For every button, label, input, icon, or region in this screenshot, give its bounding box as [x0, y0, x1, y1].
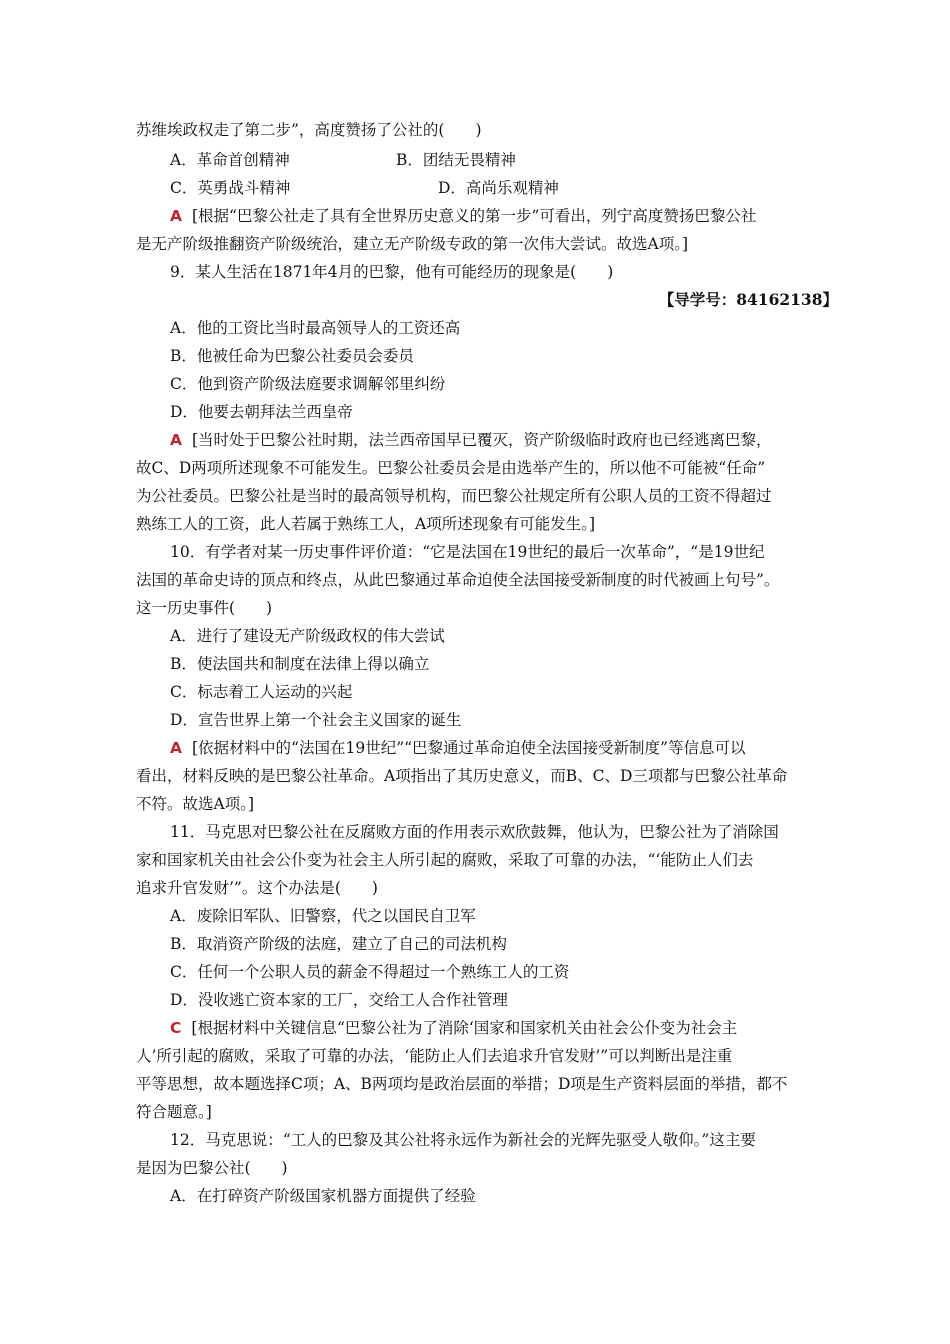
q11-stem-line-1: 11．马克思对巴黎公社在反腐败方面的作用表示欢欣鼓舞，他认为，巴黎公社为了消除国	[170, 823, 779, 841]
q12-stem-line-1: 12．马克思说：“工人的巴黎及其公社将永远作为新社会的光辉先驱受人敬仰。”这主要	[170, 1131, 756, 1149]
q10-stem-line-3: 这一历史事件( )	[136, 599, 273, 617]
q10-option-c: C．标志着工人运动的兴起	[170, 683, 353, 701]
q10-option-a: A．进行了建设无产阶级政权的伟大尝试	[170, 627, 445, 645]
q8-explanation-line-1	[170, 206, 836, 226]
q11-answer: C	[170, 1019, 182, 1037]
q10-stem-line-2: 法国的革命史诗的顶点和终点，从此巴黎通过革命迫使全法国接受新制度的时代被画上句号”。	[136, 571, 780, 589]
q8-explanation-line-2: 是无产阶级推翻资产阶级统治，建立无产阶级专政的第一次伟大尝试。故选A项。]	[136, 235, 688, 253]
q8-answer: A	[170, 207, 182, 225]
q8-stem-tail: 苏维埃政权走了第二步”，高度赞扬了公社的( )	[136, 121, 482, 139]
q9-option-d: D．他要去朝拜法兰西皇帝	[170, 403, 353, 421]
q12-stem-line-2: 是因为巴黎公社( )	[136, 1159, 288, 1177]
q9-guide-code: 【导学号：84162138】	[658, 290, 838, 309]
q8-option-d: D．高尚乐观精神	[438, 179, 559, 197]
q9-explanation-line-1	[170, 430, 870, 450]
q11-explanation-line-3: 平等思想，故本题选择C项；A、B两项均是政治层面的举措；D项是生产资料层面的举措，都不	[136, 1075, 788, 1093]
q11-explanation-line-2: 人’所引起的腐败，采取了可靠的办法，‘能防止人们去追求升官发财’”可以判断出是注重	[136, 1047, 733, 1065]
q10-explanation-line-1	[170, 738, 870, 758]
q9-explanation-line-4: 熟练工人的工资，此人若属于熟练工人，A项所述现象有可能发生。]	[136, 515, 595, 533]
q11-explanation-line-4: 符合题意。]	[136, 1103, 212, 1121]
q8-explain-text-1: [根据“巴黎公社走了具有全世界历史意义的第一步”可看出，列宁高度赞扬巴黎公社	[192, 207, 757, 225]
q9-option-a: A．他的工资比当时最高领导人的工资还高	[170, 319, 461, 337]
q10-stem-line-1: 10．有学者对某一历史事件评价道：“它是法国在19世纪的最后一次革命”，“是19世纪	[170, 543, 765, 561]
q9-explanation-line-2: 故C、D两项所述现象不可能发生。巴黎公社委员会是由选举产生的，所以他不可能被“任命”	[136, 459, 766, 477]
q10-explanation-line-3: 不符。故选A项。]	[136, 795, 254, 813]
q9-answer: A	[170, 431, 182, 449]
q10-option-b: B．使法国共和制度在法律上得以确立	[170, 655, 430, 673]
q9-stem: 9．某人生活在1871年4月的巴黎，他有可能经历的现象是( )	[170, 263, 614, 281]
q9-explanation-line-3: 为公社委员。巴黎公社是当时的最高领导机构，而巴黎公社规定所有公职人员的工资不得超过	[136, 487, 772, 505]
q10-option-d: D．宣告世界上第一个社会主义国家的诞生	[170, 711, 462, 729]
q11-stem-line-3: 追求升官发财’”。这个办法是( )	[136, 879, 378, 897]
q10-explain-text-1: [依据材料中的“法国在19世纪”“巴黎通过革命迫使全法国接受新制度”等信息可以	[192, 739, 746, 757]
q11-option-a: A．废除旧军队、旧警察，代之以国民自卫军	[170, 907, 476, 925]
q10-answer: A	[170, 739, 182, 757]
q8-option-a: A．革命首创精神	[170, 151, 290, 169]
q12-option-a: A．在打碎资产阶级国家机器方面提供了经验	[170, 1187, 476, 1205]
q9-explain-text-1: [当时处于巴黎公社时期，法兰西帝国早已覆灭，资产阶级临时政府也已经逃离巴黎，	[192, 431, 772, 449]
q9-option-b: B．他被任命为巴黎公社委员会委员	[170, 347, 414, 365]
q11-option-c: C．任何一个公职人员的薪金不得超过一个熟练工人的工资	[170, 963, 570, 981]
q11-option-b: B．取消资产阶级的法庭，建立了自己的司法机构	[170, 935, 507, 953]
q8-option-b: B．团结无畏精神	[396, 151, 516, 169]
q8-option-c: C．英勇战斗精神	[170, 179, 291, 197]
q9-option-c: C．他到资产阶级法庭要求调解邻里纠纷	[170, 375, 446, 393]
q11-explain-text-1: [根据材料中关键信息“巴黎公社为了消除‘国家和国家机关由社会公仆变为社会主	[191, 1019, 738, 1037]
q11-explanation-line-1	[170, 1018, 870, 1038]
q10-explanation-line-2: 看出，材料反映的是巴黎公社革命。A项指出了其历史意义，而B、C、D三项都与巴黎公社革命	[136, 767, 788, 785]
q11-stem-line-2: 家和国家机关由社会公仆变为社会主人所引起的腐败，采取了可靠的办法，“‘能防止人们去	[136, 851, 754, 869]
q11-option-d: D．没收逃亡资本家的工厂，交给工人合作社管理	[170, 991, 508, 1009]
